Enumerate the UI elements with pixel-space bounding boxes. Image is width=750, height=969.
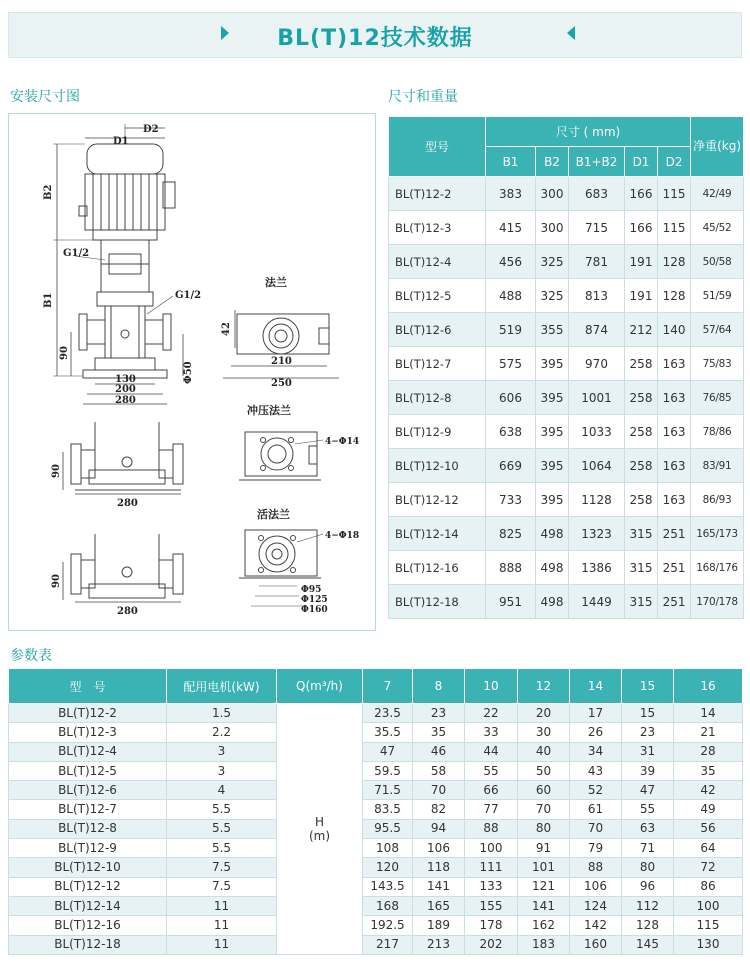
table-cell: 1323 (569, 517, 625, 551)
table-cell: 23 (622, 723, 674, 742)
table-cell: 35.5 (363, 723, 413, 742)
table-cell: 75/83 (691, 347, 744, 381)
table-cell: BL(T)12-2 (389, 177, 486, 211)
table-cell: 78/86 (691, 415, 744, 449)
label-flange: 法兰 (265, 276, 287, 289)
table-cell: 258 (625, 415, 658, 449)
table-cell: 50 (518, 761, 570, 780)
table-cell: 575 (486, 347, 536, 381)
table-cell: 79 (570, 839, 622, 858)
title-banner (8, 12, 742, 58)
label-phi160: Φ160 (301, 605, 328, 615)
label-g-right: G1/2 (175, 290, 202, 301)
label-200: 200 (115, 384, 136, 395)
table-row (9, 877, 743, 896)
table-cell: 1064 (569, 449, 625, 483)
header-d2: D2 (658, 147, 691, 177)
header-param-model: 型 号 (9, 669, 167, 704)
table-cell: 325 (536, 245, 569, 279)
table-cell: 395 (536, 415, 569, 449)
table-cell: 168/176 (691, 551, 744, 585)
table-cell: 45/52 (691, 211, 744, 245)
table-cell: BL(T)12-5 (389, 279, 486, 313)
table-row (389, 279, 744, 313)
section-title-dims: 尺寸和重量 (388, 89, 458, 105)
table-row (389, 449, 744, 483)
table-cell: 35 (674, 761, 743, 780)
table-cell: 813 (569, 279, 625, 313)
table-cell: 88 (570, 858, 622, 877)
table-cell: BL(T)12-18 (9, 935, 167, 954)
table-row (389, 177, 744, 211)
table-cell: 355 (536, 313, 569, 347)
punch-flange-detail (239, 432, 323, 480)
table-cell: 128 (622, 916, 674, 935)
table-cell: 47 (622, 781, 674, 800)
table-cell: 47 (363, 742, 413, 761)
table-cell: 165/173 (691, 517, 744, 551)
installation-drawing (8, 113, 376, 631)
page-title: BL(T)12技术数据 (277, 26, 473, 51)
table-cell: 49 (674, 800, 743, 819)
table-cell: 23.5 (363, 704, 413, 723)
table-cell: 258 (625, 483, 658, 517)
head-unit: (m) (308, 828, 331, 843)
table-row (9, 723, 743, 742)
table-row (389, 245, 744, 279)
table-cell: 20 (518, 704, 570, 723)
table-cell: 415 (486, 211, 536, 245)
table-cell: BL(T)12-6 (9, 781, 167, 800)
table-cell: 141 (518, 896, 570, 915)
table-cell: 82 (413, 800, 465, 819)
table-cell: 258 (625, 347, 658, 381)
head-label: H (314, 814, 325, 829)
label-view2-280: 280 (117, 498, 138, 509)
label-210: 210 (271, 356, 292, 367)
table-cell: 28 (674, 742, 743, 761)
table-cell: 140 (658, 313, 691, 347)
table-cell: 60 (518, 781, 570, 800)
table-cell: BL(T)12-9 (9, 839, 167, 858)
table-row (389, 347, 744, 381)
table-cell: 70 (518, 800, 570, 819)
table-cell: 76/85 (691, 381, 744, 415)
label-view3-280: 280 (117, 606, 138, 617)
table-cell: 55 (465, 761, 518, 780)
table-cell: 88 (465, 819, 518, 838)
table-cell: 83.5 (363, 800, 413, 819)
table-cell: 488 (486, 279, 536, 313)
header-flow: 12 (518, 669, 570, 704)
table-cell: 395 (536, 483, 569, 517)
table-row (389, 211, 744, 245)
label-loose-flange: 活法兰 (257, 508, 290, 521)
table-cell: 80 (622, 858, 674, 877)
table-cell: 30 (518, 723, 570, 742)
label-b1: B1 (43, 292, 54, 308)
header-model: 型号 (389, 117, 486, 177)
table-cell: 43 (570, 761, 622, 780)
table-row (9, 800, 743, 819)
table-cell: 3 (167, 761, 277, 780)
table-cell: 251 (658, 517, 691, 551)
table-cell: BL(T)12-2 (9, 704, 167, 723)
table-cell: 52 (570, 781, 622, 800)
table-cell: 57/64 (691, 313, 744, 347)
table-cell: BL(T)12-5 (9, 761, 167, 780)
table-cell: 166 (625, 177, 658, 211)
table-cell: 202 (465, 935, 518, 954)
table-cell: 395 (536, 347, 569, 381)
table-cell: 1386 (569, 551, 625, 585)
table-cell: 4 (167, 781, 277, 800)
table-row (9, 935, 743, 954)
table-cell: 683 (569, 177, 625, 211)
table-cell: 315 (625, 517, 658, 551)
pump-elevation (53, 124, 183, 404)
header-q: Q(m³/h) (277, 669, 363, 704)
table-cell: 2.2 (167, 723, 277, 742)
table-cell: 83/91 (691, 449, 744, 483)
table-cell: 874 (569, 313, 625, 347)
table-cell: 128 (658, 279, 691, 313)
table-cell: 70 (570, 819, 622, 838)
table-cell: 163 (658, 415, 691, 449)
section-title-params: 参数表 (10, 648, 52, 664)
table-cell: 715 (569, 211, 625, 245)
table-cell: 191 (625, 279, 658, 313)
table-cell: 217 (363, 935, 413, 954)
table-cell: 183 (518, 935, 570, 954)
table-cell: BL(T)12-10 (389, 449, 486, 483)
table-cell: 115 (658, 177, 691, 211)
table-cell: 44 (465, 742, 518, 761)
drawing-svg (9, 114, 377, 632)
table-row (389, 483, 744, 517)
table-cell: 951 (486, 585, 536, 619)
table-cell: 35 (413, 723, 465, 742)
table-cell: 118 (413, 858, 465, 877)
table-cell: 106 (413, 839, 465, 858)
header-b2: B2 (536, 147, 569, 177)
table-cell: 17 (570, 704, 622, 723)
table-cell: 498 (536, 517, 569, 551)
table-cell: 251 (658, 551, 691, 585)
table-cell: 5.5 (167, 800, 277, 819)
header-flow: 15 (622, 669, 674, 704)
header-flow: 16 (674, 669, 743, 704)
table-cell: 39 (622, 761, 674, 780)
table-cell: 95.5 (363, 819, 413, 838)
table-cell: 170/178 (691, 585, 744, 619)
table-cell: 42 (674, 781, 743, 800)
table-row (9, 819, 743, 838)
table-cell: 258 (625, 449, 658, 483)
table-cell: BL(T)12-4 (389, 245, 486, 279)
table-cell: 163 (658, 347, 691, 381)
table-cell: 325 (536, 279, 569, 313)
table-cell: 7.5 (167, 858, 277, 877)
head-unit-cell (277, 704, 363, 955)
table-cell: 155 (465, 896, 518, 915)
table-cell: 395 (536, 449, 569, 483)
table-cell: 112 (622, 896, 674, 915)
table-cell: 1449 (569, 585, 625, 619)
table-cell: 63 (622, 819, 674, 838)
table-cell: 315 (625, 585, 658, 619)
header-weight: 净重(kg) (691, 117, 744, 177)
table-cell: 115 (658, 211, 691, 245)
table-cell: BL(T)12-18 (389, 585, 486, 619)
table-cell: 22 (465, 704, 518, 723)
table-cell: 143.5 (363, 877, 413, 896)
table-cell: 825 (486, 517, 536, 551)
table-cell: 21 (674, 723, 743, 742)
label-phi50: Φ50 (183, 361, 194, 384)
table-row (9, 781, 743, 800)
table-cell: 31 (622, 742, 674, 761)
table-cell: 191 (625, 245, 658, 279)
header-flow: 10 (465, 669, 518, 704)
table-cell: BL(T)12-10 (9, 858, 167, 877)
header-flow: 14 (570, 669, 622, 704)
table-row (389, 551, 744, 585)
table-cell: 781 (569, 245, 625, 279)
table-cell: 130 (674, 935, 743, 954)
table-cell: 11 (167, 916, 277, 935)
table-cell: 456 (486, 245, 536, 279)
table-cell: 498 (536, 585, 569, 619)
table-cell: 1128 (569, 483, 625, 517)
label-g-left: G1/2 (63, 248, 90, 259)
table-cell: 192.5 (363, 916, 413, 935)
table-cell: 80 (518, 819, 570, 838)
table-cell: 108 (363, 839, 413, 858)
section-title-install: 安装尺寸图 (10, 89, 80, 105)
table-cell: 77 (465, 800, 518, 819)
table-cell: 46 (413, 742, 465, 761)
table-cell: 100 (674, 896, 743, 915)
table-cell: 3 (167, 742, 277, 761)
table-cell: 141 (413, 877, 465, 896)
label-punch-flange: 冲压法兰 (247, 404, 291, 417)
triangle-left-icon (567, 26, 575, 40)
table-cell: 1001 (569, 381, 625, 415)
table-cell: 115 (674, 916, 743, 935)
table-row (9, 704, 743, 723)
table-cell: 111 (465, 858, 518, 877)
table-cell: 162 (518, 916, 570, 935)
table-cell: 96 (622, 877, 674, 896)
label-250: 250 (271, 378, 292, 389)
label-130: 130 (115, 374, 136, 385)
table-cell: 50/58 (691, 245, 744, 279)
table-cell: 1033 (569, 415, 625, 449)
table-cell: 733 (486, 483, 536, 517)
table-row (389, 415, 744, 449)
table-cell: BL(T)12-3 (389, 211, 486, 245)
header-b1b2: B1+B2 (569, 147, 625, 177)
table-cell: 26 (570, 723, 622, 742)
label-phi125: Φ125 (301, 595, 328, 605)
table-cell: 163 (658, 449, 691, 483)
table-cell: 145 (622, 935, 674, 954)
table-cell: 59.5 (363, 761, 413, 780)
label-d2: D2 (143, 124, 159, 135)
table-cell: 70 (413, 781, 465, 800)
label-d1: D1 (113, 136, 129, 147)
table-cell: 213 (413, 935, 465, 954)
pump-view-2 (63, 422, 183, 494)
table-row (9, 916, 743, 935)
table-cell: 166 (625, 211, 658, 245)
table-row (9, 742, 743, 761)
table-cell: BL(T)12-8 (9, 819, 167, 838)
table-cell: 94 (413, 819, 465, 838)
table-cell: 165 (413, 896, 465, 915)
table-cell: BL(T)12-14 (389, 517, 486, 551)
label-view3-90: 90 (51, 574, 62, 588)
table-cell: BL(T)12-14 (9, 896, 167, 915)
label-280: 280 (115, 395, 136, 406)
parameter-table (8, 668, 743, 955)
table-cell: 395 (536, 381, 569, 415)
label-b2: B2 (43, 184, 54, 200)
table-cell: 120 (363, 858, 413, 877)
table-cell: 14 (674, 704, 743, 723)
table-cell: 55 (622, 800, 674, 819)
table-cell: 11 (167, 935, 277, 954)
label-view2-90: 90 (51, 464, 62, 478)
table-cell: 34 (570, 742, 622, 761)
table-cell: 121 (518, 877, 570, 896)
table-cell: 168 (363, 896, 413, 915)
table-cell: BL(T)12-16 (389, 551, 486, 585)
table-cell: 606 (486, 381, 536, 415)
table-cell: 638 (486, 415, 536, 449)
table-cell: 315 (625, 551, 658, 585)
header-flow: 7 (363, 669, 413, 704)
label-42: 42 (221, 322, 232, 336)
table-cell: 72 (674, 858, 743, 877)
pump-view-3 (63, 534, 183, 602)
table-row (389, 517, 744, 551)
table-cell: 5.5 (167, 819, 277, 838)
header-size-group: 尺寸 ( mm) (486, 117, 691, 147)
table-cell: BL(T)12-12 (9, 877, 167, 896)
table-cell: 7.5 (167, 877, 277, 896)
table-cell: BL(T)12-7 (389, 347, 486, 381)
table-cell: 58 (413, 761, 465, 780)
table-cell: 5.5 (167, 839, 277, 858)
table-cell: 970 (569, 347, 625, 381)
table-cell: 300 (536, 177, 569, 211)
table-cell: 163 (658, 483, 691, 517)
flange-detail (223, 310, 339, 378)
table-row (9, 896, 743, 915)
dimension-table (388, 116, 744, 619)
header-d1: D1 (625, 147, 658, 177)
table-cell: BL(T)12-8 (389, 381, 486, 415)
label-90: 90 (59, 346, 70, 360)
table-cell: 300 (536, 211, 569, 245)
table-cell: 86 (674, 877, 743, 896)
table-cell: 189 (413, 916, 465, 935)
table-cell: 91 (518, 839, 570, 858)
table-cell: 23 (413, 704, 465, 723)
table-row (9, 839, 743, 858)
label-phi95: Φ95 (301, 585, 322, 595)
table-cell: 142 (570, 916, 622, 935)
table-cell: 86/93 (691, 483, 744, 517)
table-row (389, 313, 744, 347)
table-cell: 56 (674, 819, 743, 838)
table-cell: 64 (674, 839, 743, 858)
table-cell: 888 (486, 551, 536, 585)
table-cell: 33 (465, 723, 518, 742)
table-cell: 71.5 (363, 781, 413, 800)
table-cell: 106 (570, 877, 622, 896)
table-cell: 212 (625, 313, 658, 347)
table-cell: BL(T)12-12 (389, 483, 486, 517)
table-cell: 40 (518, 742, 570, 761)
table-cell: 124 (570, 896, 622, 915)
header-flow: 8 (413, 669, 465, 704)
table-cell: 42/49 (691, 177, 744, 211)
table-row (389, 381, 744, 415)
header-motor: 配用电机(kW) (167, 669, 277, 704)
table-cell: 519 (486, 313, 536, 347)
table-cell: 163 (658, 381, 691, 415)
table-cell: 66 (465, 781, 518, 800)
table-row (9, 858, 743, 877)
table-cell: 71 (622, 839, 674, 858)
label-holes14: 4−Φ14 (325, 437, 360, 447)
table-cell: 178 (465, 916, 518, 935)
table-cell: 101 (518, 858, 570, 877)
table-cell: BL(T)12-16 (9, 916, 167, 935)
table-cell: 498 (536, 551, 569, 585)
table-cell: 15 (622, 704, 674, 723)
table-cell: 61 (570, 800, 622, 819)
header-b1: B1 (486, 147, 536, 177)
table-row (389, 585, 744, 619)
table-cell: 251 (658, 585, 691, 619)
table-cell: 100 (465, 839, 518, 858)
table-cell: 669 (486, 449, 536, 483)
table-cell: 133 (465, 877, 518, 896)
table-cell: BL(T)12-3 (9, 723, 167, 742)
table-cell: 51/59 (691, 279, 744, 313)
table-row (9, 761, 743, 780)
label-holes18: 4−Φ18 (325, 531, 360, 541)
table-cell: BL(T)12-6 (389, 313, 486, 347)
table-cell: BL(T)12-7 (9, 800, 167, 819)
table-cell: 160 (570, 935, 622, 954)
table-cell: 1.5 (167, 704, 277, 723)
table-cell: 11 (167, 896, 277, 915)
table-cell: BL(T)12-9 (389, 415, 486, 449)
table-cell: 383 (486, 177, 536, 211)
table-cell: BL(T)12-4 (9, 742, 167, 761)
table-cell: 258 (625, 381, 658, 415)
table-cell: 128 (658, 245, 691, 279)
